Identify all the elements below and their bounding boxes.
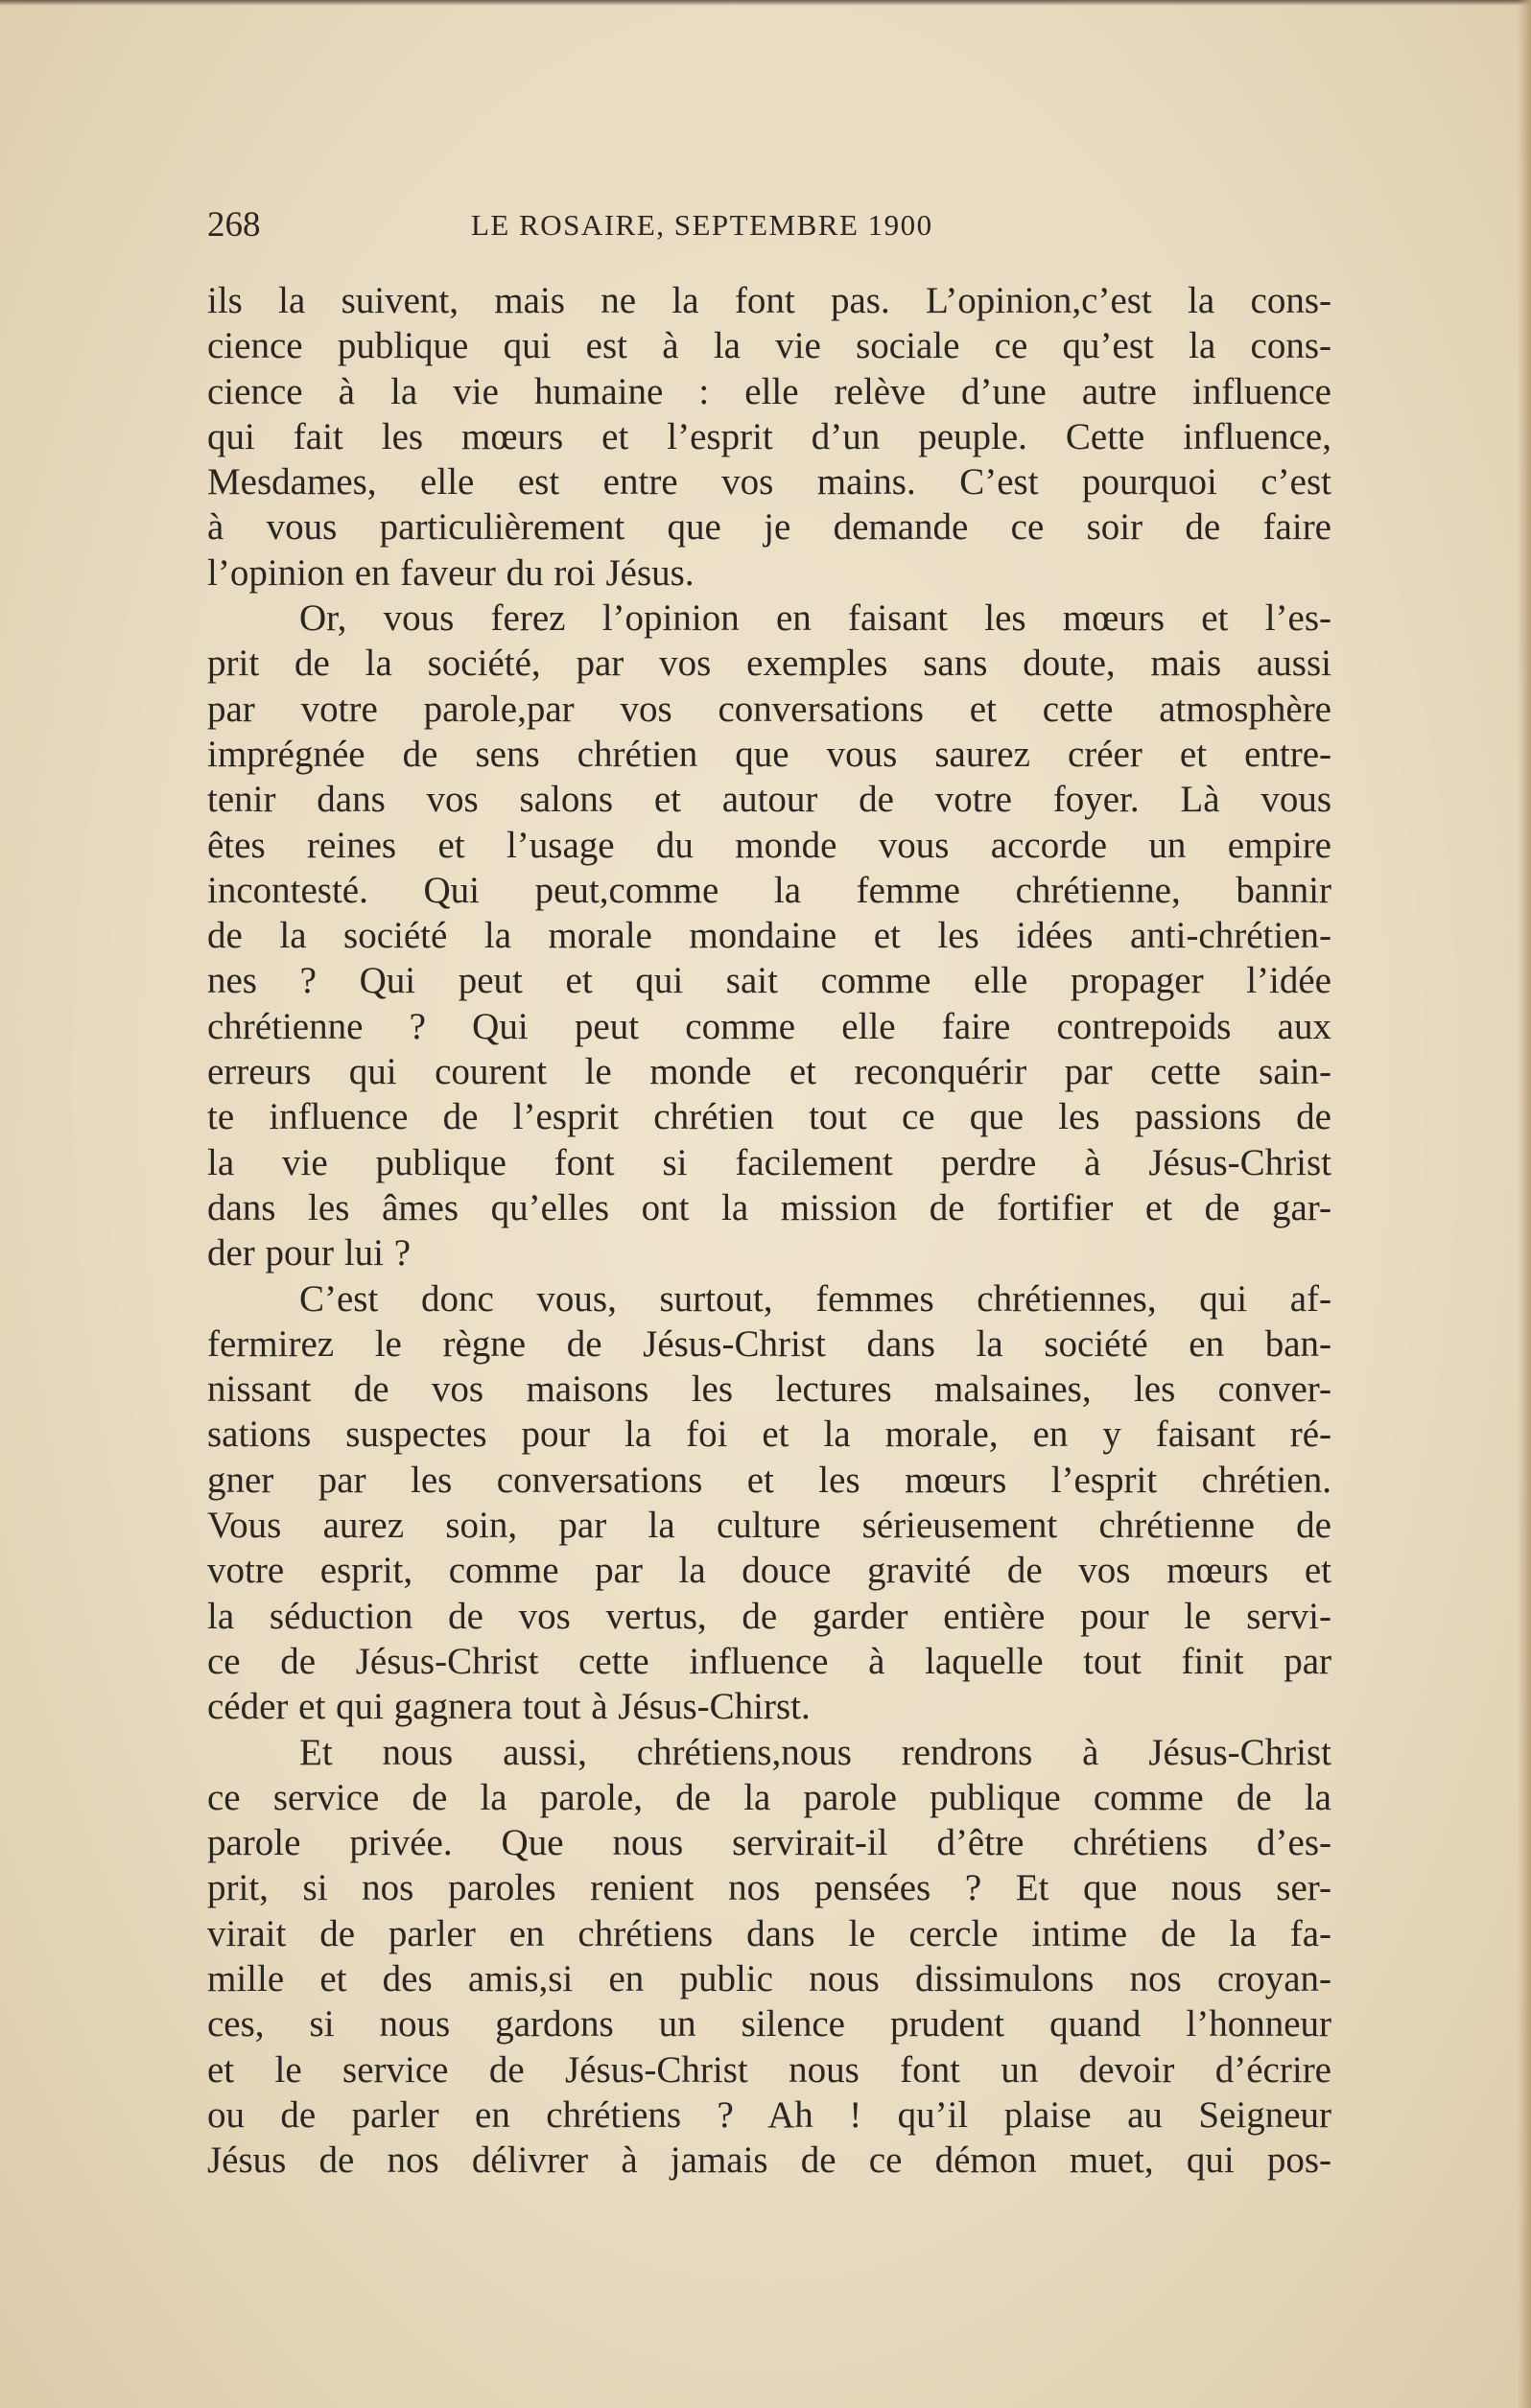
text-line: cience à la vie humaine : elle relève d’une autre influence [207,370,1331,412]
text-line: gner par les conversations et les mœurs l’esprit chrétien. [207,1459,1331,1501]
text-line: dans les âmes qu’elles ont la mission de fortifier et de gar- [207,1186,1331,1228]
page-top-edge [0,0,1531,6]
text-line: Or, vous ferez l’opinion en faisant les mœurs et l’es- [299,597,1331,640]
text-line: ce de Jésus-Christ cette influence à laquelle tout finit par [207,1640,1331,1682]
text-line: virait de parler en chrétiens dans le cercle intime de la fa- [207,1912,1331,1954]
text-line: chrétienne ? Qui peut comme elle faire contrepoids aux [207,1005,1331,1047]
text-line: Et nous aussi, chrétiens,nous rendrons à Jésus-Christ [299,1731,1331,1773]
text-line: erreurs qui courent le monde et reconquérir par cette sain- [207,1051,1331,1093]
text-line: der pour lui ? [207,1232,412,1274]
text-line: cience publique qui est à la vie sociale ce qu’est la cons- [207,325,1331,367]
text-line: imprégnée de sens chrétien que vous saurez créer et entre- [207,733,1331,775]
text-line: nes ? Qui peut et qui sait comme elle propager l’idée [207,960,1331,1002]
text-line: mille et des amis,si en public nous dissimulons nos croyan- [207,1957,1331,1999]
text-line: ces, si nous gardons un silence prudent quand l’honneur [207,2003,1331,2046]
running-title: LE ROSAIRE, SEPTEMBRE 1900 [471,208,933,242]
text-line: Mesdames, elle est entre vos mains. C’est pourquoi c’est [207,461,1331,503]
text-line: nissant de vos maisons les lectures malsaines, les conver- [207,1368,1331,1411]
text-line: ils la suivent, mais ne la font pas. L’opinion,c’est la cons- [207,280,1331,321]
text-line: te influence de l’esprit chrétien tout ce que les passions de [207,1096,1331,1138]
text-line: la séduction de vos vertus, de garder entière pour le servi- [207,1595,1331,1637]
text-line: ce service de la parole, de la parole publique comme de la [207,1776,1331,1818]
text-line: à vous particulièrement que je demande ce soir de faire [207,506,1331,549]
text-line: parole privée. Que nous servirait-il d’être chrétiens d’es- [207,1822,1331,1864]
text-line: ou de parler en chrétiens ? Ah ! qu’il plaise au Seigneur [207,2093,1331,2136]
body-text [207,278,1331,2183]
text-line: céder et qui gagnera tout à Jésus-Chirst. [207,1686,811,1728]
page-right-edge [1518,0,1531,2408]
text-line: incontesté. Qui peut,comme la femme chrétienne, bannir [207,869,1331,911]
text-line: fermirez le règne de Jésus-Christ dans la société en ban- [207,1322,1331,1365]
text-line: de la société la morale mondaine et les idées anti-chrétien- [207,915,1331,957]
text-line: C’est donc vous, surtout, femmes chrétiennes, qui af- [299,1277,1331,1320]
page-number: 268 [207,205,261,245]
text-line: votre esprit, comme par la douce gravité de vos mœurs et [207,1550,1331,1592]
text-line: sations suspectes pour la foi et la morale, en y faisant ré- [207,1414,1331,1456]
text-line: Vous aurez soin, par la culture sérieusement chrétienne de [207,1505,1331,1547]
text-line: l’opinion en faveur du roi Jésus. [207,551,695,594]
text-line: et le service de Jésus-Christ nous font un devoir d’écrire [207,2048,1331,2091]
text-line: Jésus de nos délivrer à jamais de ce démon muet, qui pos- [207,2139,1331,2182]
text-line: par votre parole,par vos conversations et cette atmosphère [207,688,1331,730]
text-line: la vie publique font si facilement perdre à Jésus-Christ [207,1141,1331,1183]
text-line: prit de la société, par vos exemples sans doute, mais aussi [207,643,1331,685]
text-line: qui fait les mœurs et l’esprit d’un peuple. Cette influence, [207,415,1331,457]
running-header [207,201,1034,249]
text-line: êtes reines et l’usage du monde vous accorde un empire [207,824,1331,866]
text-line: prit, si nos paroles renient nos pensées ? Et que nous ser- [207,1867,1331,1909]
text-line: tenir dans vos salons et autour de votre foyer. Là vous [207,779,1331,821]
